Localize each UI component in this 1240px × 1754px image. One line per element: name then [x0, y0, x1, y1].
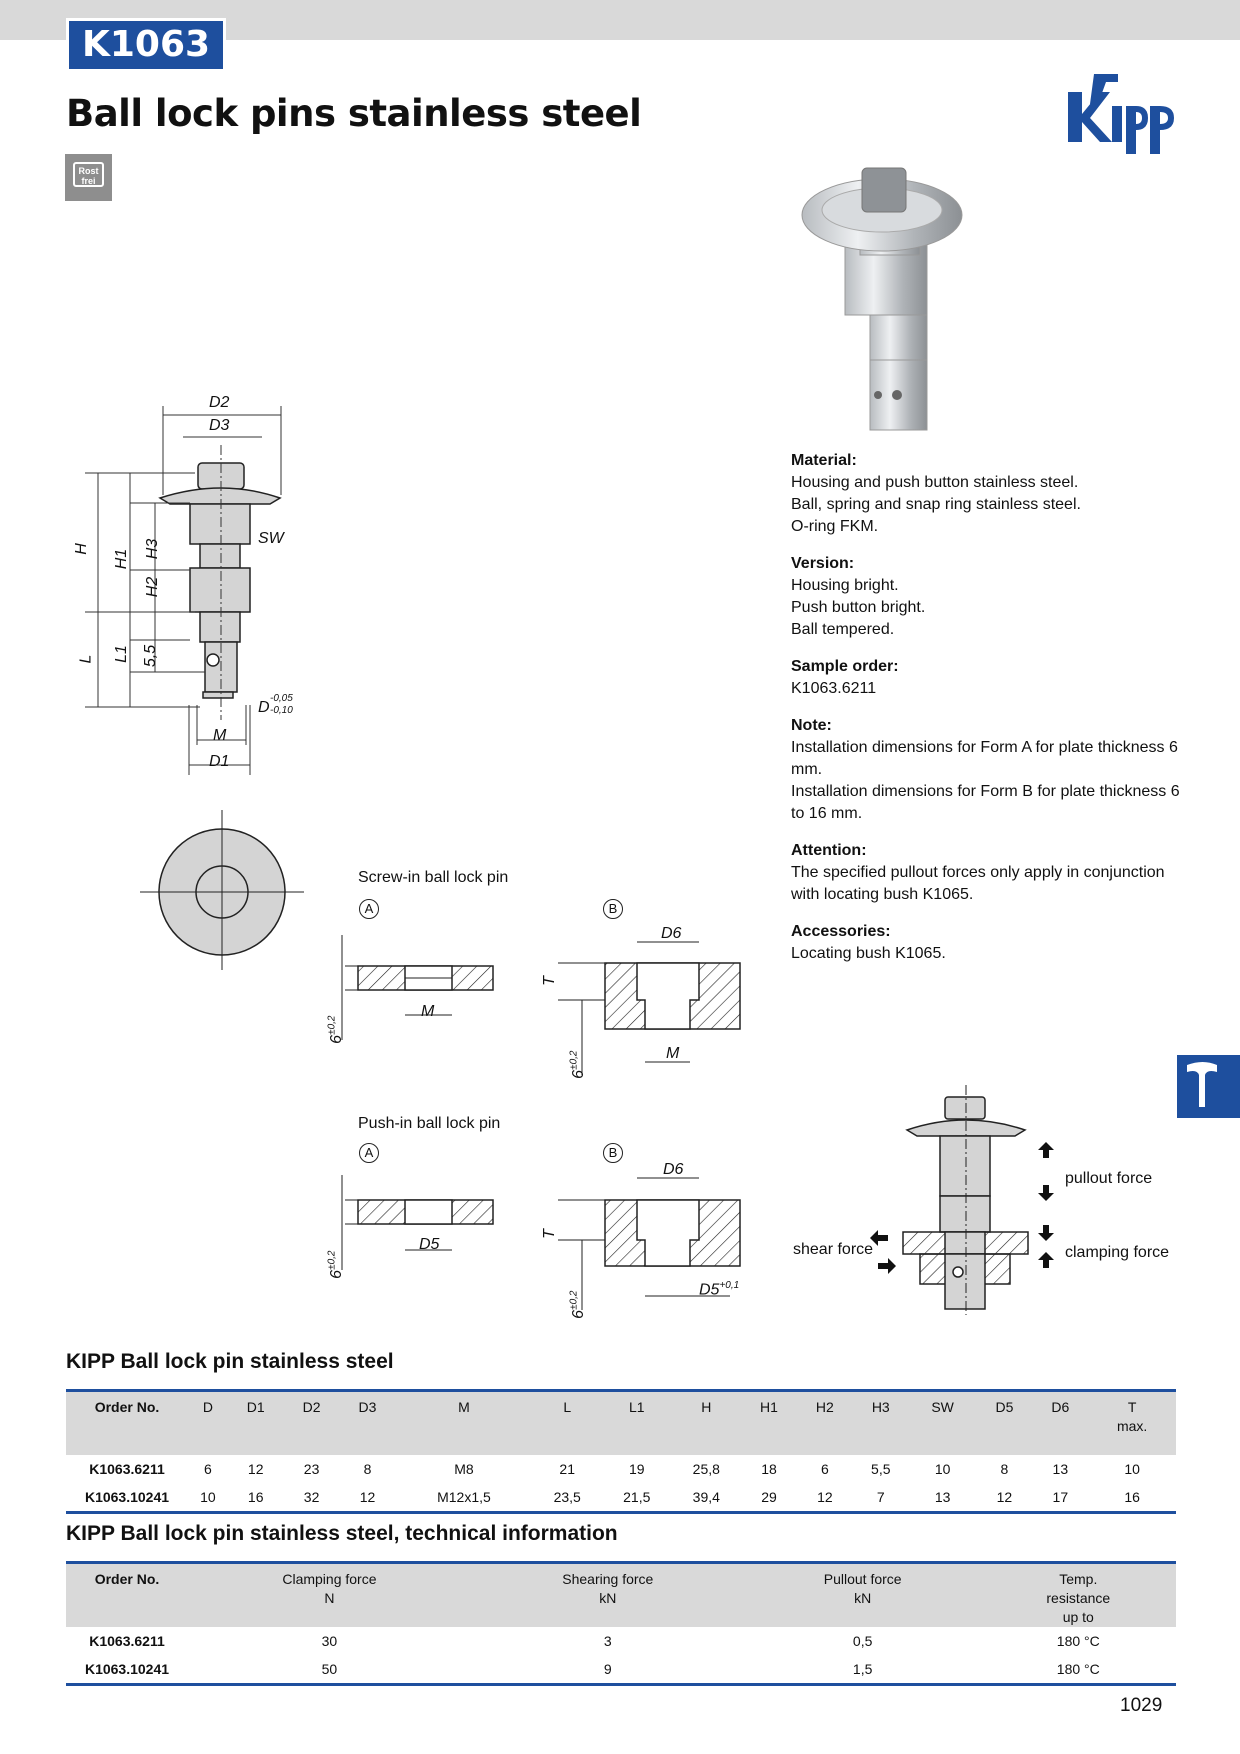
table-cell: K1063.10241 — [84, 1661, 170, 1677]
push-in-title: Push-in ball lock pin — [358, 1115, 501, 1132]
version-line-3: Ball tempered. — [791, 621, 895, 638]
dimensions-table — [66, 1389, 1176, 1514]
table-cell: M8 — [454, 1460, 474, 1477]
version-heading: Version: — [791, 555, 855, 572]
table1-col-H2: H2 — [797, 1391, 853, 1455]
table2-col-shearing — [471, 1563, 745, 1628]
table-cell: 6 — [820, 1460, 829, 1477]
table-row — [66, 1655, 1176, 1685]
table-cell: 3 — [603, 1633, 612, 1649]
table-cell: 50 — [321, 1661, 338, 1677]
info-panel — [791, 450, 1181, 980]
header-line: kN — [599, 1590, 617, 1606]
table-cell: 6 — [203, 1460, 212, 1477]
screw-in-form-a-marker: A — [359, 899, 379, 919]
table-cell: 180 °C — [1056, 1633, 1100, 1649]
table1-col-D5: D5 — [976, 1391, 1032, 1455]
table-cell: 16 — [247, 1488, 264, 1505]
table1-col-L: L — [532, 1391, 602, 1455]
product-code-badge: K1063 — [66, 18, 226, 72]
table-cell: 29 — [761, 1488, 777, 1505]
table2-col-pullout — [745, 1563, 981, 1628]
header-line: Temp. — [1059, 1571, 1098, 1587]
dim-SW: SW — [258, 530, 284, 547]
table-cell: 23,5 — [553, 1488, 581, 1505]
table-cell: 12 — [996, 1488, 1013, 1505]
table-cell: 8 — [1000, 1460, 1009, 1477]
table1-col-D: D — [188, 1391, 228, 1455]
push-in-form-a — [342, 1175, 493, 1270]
dim-H2: H2 — [144, 576, 162, 598]
table-cell: 12 — [247, 1460, 264, 1477]
screw-in-title: Screw-in ball lock pin — [358, 869, 509, 886]
pullout-force-label: pullout force — [1065, 1170, 1153, 1187]
material-heading: Material: — [791, 452, 857, 469]
table-cell: 8 — [363, 1460, 372, 1477]
table-cell: 19 — [628, 1460, 645, 1477]
table2-col-temp — [981, 1563, 1176, 1628]
table2-title: KIPP Ball lock pin stainless steel, technical information — [66, 1522, 618, 1545]
attention-line-1: The specified pullout forces only apply in conjunction with locating bush K1065. — [791, 864, 1165, 903]
table-cell: 32 — [303, 1488, 320, 1505]
table-row: K1063.6211 6 12 23 8 M8 21 19 25,8 18 6 5,5 10 8 13 10 — [66, 1455, 1176, 1483]
note-line-1: Installation dimensions for Form A for plate thickness 6 mm. — [791, 739, 1178, 778]
dim-D1: D1 — [209, 753, 230, 770]
header-line: Shearing force — [562, 1571, 654, 1587]
sample-order-value: K1063.6211 — [791, 680, 877, 697]
table2-col-order: Order No. — [66, 1563, 188, 1628]
screw-in-b-dim-6: $6^{\pm 0,2}$ — [568, 1050, 587, 1079]
table-cell: 5,5 — [871, 1460, 891, 1477]
table-row: K1063.10241 10 16 32 12 M12x1,5 23,5 21,5 39,4 29 12 7 13 12 17 16 — [66, 1483, 1176, 1513]
table-cell: 0,5 — [852, 1633, 873, 1649]
table1-col-D3: D3 — [340, 1391, 396, 1455]
technical-info-table — [66, 1561, 1176, 1686]
push-in-b-dim-D6: D6 — [663, 1161, 684, 1178]
table-cell: 18 — [761, 1460, 777, 1477]
push-in-form-a-marker: A — [359, 1143, 379, 1163]
table-cell: 12 — [817, 1488, 833, 1505]
table-cell: 30 — [321, 1633, 338, 1649]
header-line: T — [1127, 1399, 1137, 1415]
table-cell: 12 — [359, 1488, 376, 1505]
table-cell: 7 — [876, 1488, 885, 1505]
header-line: up to — [1062, 1609, 1094, 1625]
table-cell: 17 — [1052, 1488, 1069, 1505]
accessories-section — [791, 921, 1181, 965]
dim-5-5: 5,5 — [142, 644, 160, 668]
table-cell: 21,5 — [623, 1488, 651, 1505]
page-number: 1029 — [1120, 1695, 1163, 1716]
note-line-2: Installation dimensions for Form B for plate thickness 6 to 16 mm. — [791, 783, 1180, 822]
version-line-1: Housing bright. — [791, 577, 899, 594]
push-in-a-dim-6: $6^{\pm 0,2}$ — [326, 1250, 345, 1279]
page-title: Ball lock pins stainless steel — [66, 92, 642, 135]
table1-col-H3: H3 — [853, 1391, 909, 1455]
material-line-1: Housing and push button stainless steel. — [791, 474, 1079, 491]
t-handle-icon — [1177, 1055, 1240, 1118]
attention-heading: Attention: — [791, 842, 867, 859]
version-section — [791, 553, 1181, 641]
push-in-b-dim-6: $6^{\pm 0,2}$ — [568, 1290, 587, 1319]
shear-force-label: shear force — [793, 1241, 874, 1258]
table-row — [66, 1627, 1176, 1655]
table-cell: 39,4 — [692, 1488, 720, 1505]
header-line: kN — [854, 1590, 872, 1606]
dim-M: M — [213, 727, 227, 744]
pin-top-view — [140, 810, 304, 970]
screw-in-form-a — [342, 935, 493, 1040]
dim-H: H — [72, 543, 90, 555]
header-line: N — [324, 1590, 335, 1606]
table-cell: 25,8 — [692, 1460, 720, 1477]
push-in-b-dim-D5: $D5^{+0,1}$ — [699, 1280, 740, 1299]
clamping-force-label: clamping force — [1065, 1244, 1170, 1261]
table1-col-T — [1088, 1391, 1176, 1455]
push-in-form-b-marker: B — [603, 1143, 623, 1163]
header-line: Clamping force — [282, 1571, 377, 1587]
dim-D-tol-upper: -0,05 — [270, 693, 293, 704]
table-cell: K1063.6211 — [89, 1633, 165, 1649]
table1-col-order: Order No. — [66, 1391, 188, 1455]
material-line-2: Ball, spring and snap ring stainless steel. — [791, 496, 1081, 513]
table-cell: 23 — [303, 1460, 320, 1477]
badge-line-2: frei — [81, 176, 96, 186]
dim-D3: D3 — [209, 417, 230, 434]
table-cell: 16 — [1124, 1488, 1140, 1505]
badge-line-1: Rost — [78, 166, 99, 176]
accessories-heading: Accessories: — [791, 923, 891, 940]
screw-in-a-dim-6: $6^{\pm 0,2}$ — [326, 1015, 345, 1044]
dim-D: D — [258, 699, 270, 716]
push-in-a-dim-D5: D5 — [419, 1236, 440, 1253]
dimension-lines — [85, 406, 281, 775]
table-cell: 180 °C — [1056, 1661, 1100, 1677]
screw-in-b-dim-T: T — [540, 976, 558, 986]
table-cell: 13 — [1052, 1460, 1069, 1477]
table-cell: 1,5 — [852, 1661, 873, 1677]
table1-col-D6: D6 — [1032, 1391, 1088, 1455]
push-in-b-dim-T: T — [540, 1229, 558, 1239]
screw-in-b-dim-M: M — [666, 1045, 680, 1062]
dim-H3: H3 — [144, 538, 162, 560]
table1-col-D1: D1 — [228, 1391, 284, 1455]
product-photo — [802, 168, 962, 430]
dim-H1: H1 — [113, 548, 131, 570]
table1-col-H1: H1 — [741, 1391, 797, 1455]
table-cell: 13 — [934, 1488, 951, 1505]
table-cell: 10 — [1124, 1460, 1140, 1477]
material-line-3: O-ring FKM. — [791, 518, 879, 535]
table-cell: M12x1,5 — [437, 1488, 491, 1505]
table2-col-clamping — [188, 1563, 471, 1628]
pin-side-view — [160, 463, 280, 698]
table1-col-M: M — [395, 1391, 532, 1455]
screw-in-a-dim-M: M — [421, 1003, 435, 1020]
table1-col-L1: L1 — [602, 1391, 672, 1455]
table1-col-H: H — [672, 1391, 742, 1455]
table2-header-row — [66, 1563, 1176, 1628]
table1-title: KIPP Ball lock pin stainless steel — [66, 1350, 394, 1373]
table-cell: 10 — [934, 1460, 951, 1477]
header-line: max. — [1116, 1418, 1148, 1434]
dim-L1: L1 — [112, 645, 130, 663]
dim-D2: D2 — [209, 394, 230, 411]
note-section — [791, 715, 1181, 825]
table-cell: 10 — [200, 1488, 216, 1505]
version-line-2: Push button bright. — [791, 599, 926, 616]
screw-in-form-b-marker: B — [603, 899, 623, 919]
accessories-line-1: Locating bush K1065. — [791, 945, 946, 962]
header-line: Pullout force — [823, 1571, 902, 1587]
table1-col-D2: D2 — [284, 1391, 340, 1455]
screw-in-b-dim-D6: D6 — [661, 925, 682, 942]
category-side-tab[interactable] — [1177, 1055, 1240, 1118]
header-line: resistance — [1046, 1590, 1111, 1606]
material-section — [791, 450, 1181, 538]
table1-col-SW: SW — [909, 1391, 977, 1455]
sample-order-section — [791, 656, 1181, 700]
dim-L: L — [77, 654, 95, 664]
table1-header-row — [66, 1391, 1176, 1455]
force-diagram — [903, 1085, 1028, 1315]
sample-order-heading: Sample order: — [791, 658, 899, 675]
dim-D-tol-lower: -0,10 — [270, 705, 293, 716]
attention-section — [791, 840, 1181, 906]
table-cell: 9 — [603, 1661, 612, 1677]
note-heading: Note: — [791, 717, 832, 734]
table-cell: 21 — [559, 1460, 575, 1477]
